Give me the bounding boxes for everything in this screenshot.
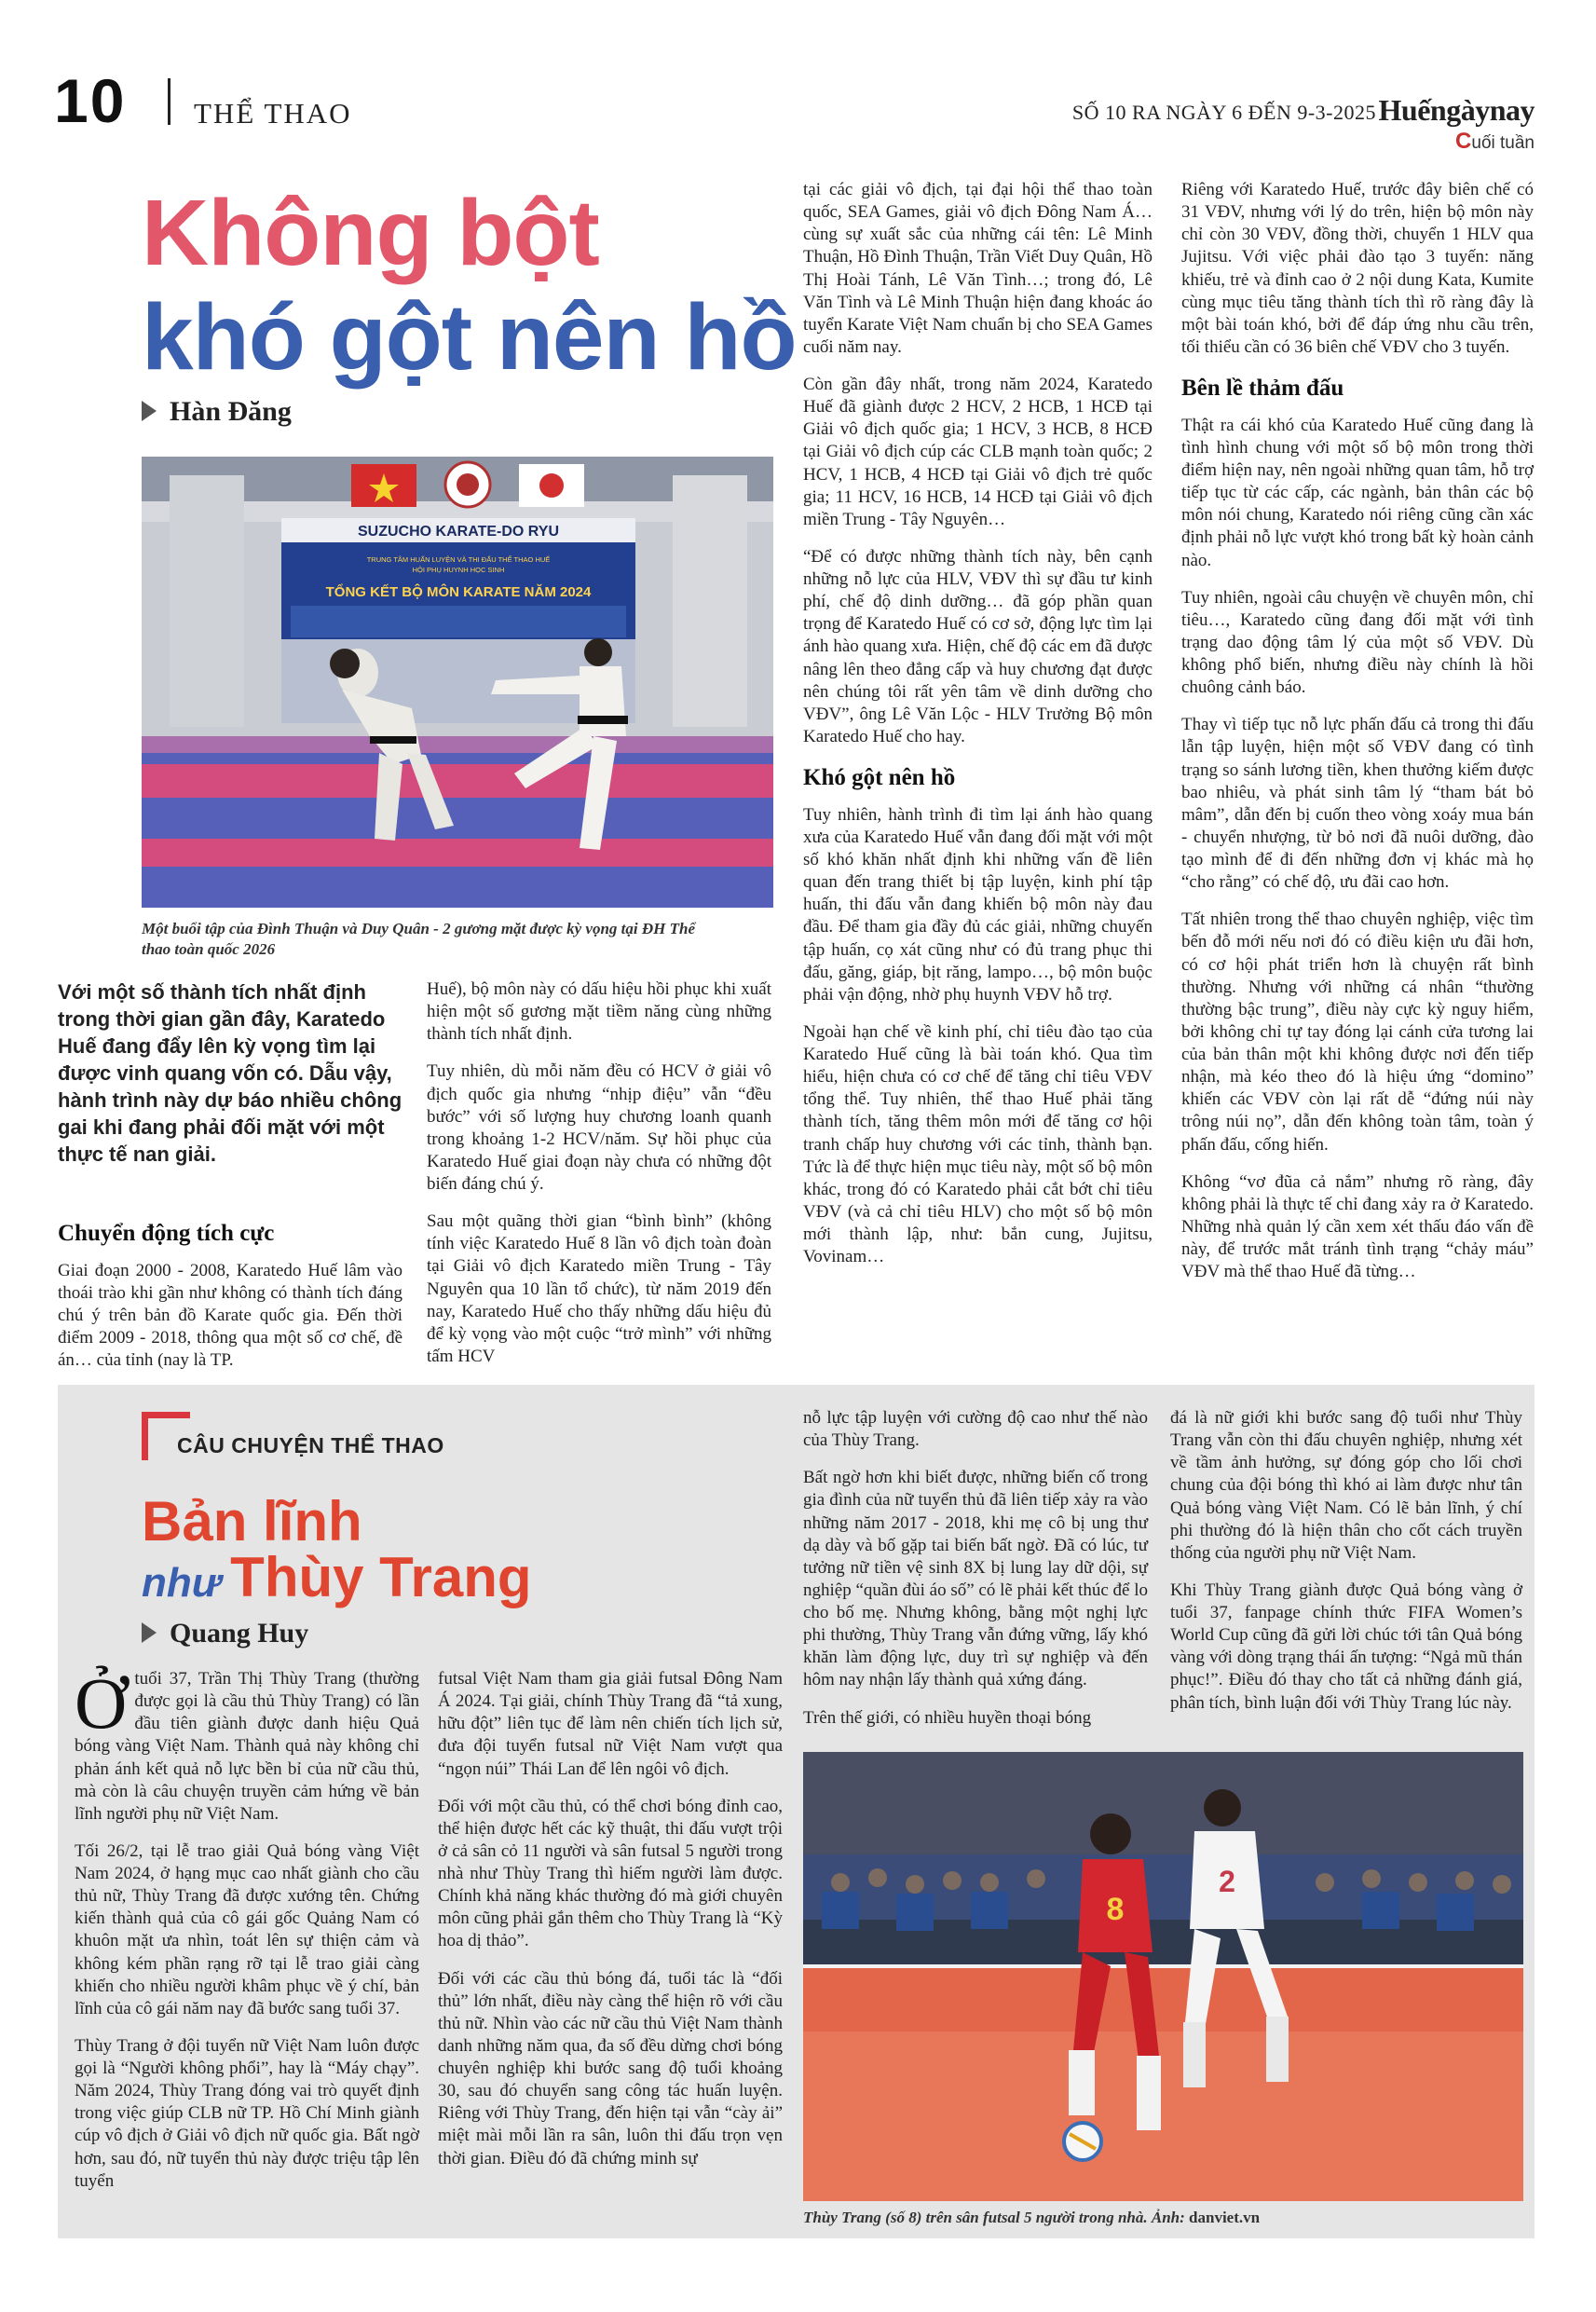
article2-paragraph: nỗ lực tập luyện với cường độ cao như thế nào của Thùy Trang.	[803, 1408, 1148, 1451]
play-triangle-icon	[142, 401, 157, 421]
article2-paragraph: đá là nữ giới khi bước sang độ tuổi như Thùy Trang vẫn còn thi đấu chuyên nghiệp, nhưng xét về tầm ảnh hưởng, sự đóng góp cho lối chơi chung của đội bóng thì khó ai làm được như tân Quả bóng vàng Việt Nam. Có lẽ bản lĩnh, ý chí phi thường đó là hiện thân cho cốt cách truyền thống của người phụ nữ Việt Nam.	[1170, 1408, 1522, 1563]
issue-info: SỐ 10 RA NGÀY 6 ĐẾN 9-3-2025	[1071, 101, 1376, 124]
karate-photo-caption: Một buổi tập của Đình Thuận và Duy Quân - 2 gương mặt được kỳ vọng tại ĐH Thể thao toàn quốc 2026	[142, 920, 696, 959]
article1-col3	[803, 179, 1153, 1283]
article1-title-line1: Không bột	[142, 181, 599, 285]
page-number: 10	[54, 66, 127, 135]
white-jersey-number: 2	[1219, 1865, 1235, 1898]
article2-paragraph: Trên thế giới, có nhiều huyền thoại bóng	[803, 1707, 1092, 1728]
article1-paragraph: Còn gần đây nhất, trong năm 2024, Karatedo Huế đã giành được 2 HCV, 2 HCB, 1 HCĐ tại Giải vô địch quốc gia; 1 HCV, 3 HCB, 8 HCĐ tại Giải vô địch cúp các CLB mạnh toàn quốc; 2 HCV, 1 HCB, 4 HCĐ tại Giải vô địch trẻ quốc gia; 11 HCV, 16 HCB, 14 HCĐ tại Giải vô địch miền Trung - Tây Nguyên…	[803, 375, 1153, 529]
banner-line1: TRUNG TÂM HUẤN LUYỆN VÀ THI ĐẤU THỂ THAO HUẾ	[366, 555, 551, 564]
article2-paragraph: futsal Việt Nam tham gia giải futsal Đông Nam Á 2024. Tại giải, chính Thùy Trang đã “tả xung, hữu đột” liên tục để làm nên chiến tích lịch sử, đưa đội tuyển futsal nữ Việt Nam vượt qua “ngọn núi” Thái Lan để lên ngôi vô địch.	[438, 1669, 783, 1779]
article2-col1	[75, 1662, 419, 2208]
article2-title-line2	[142, 1545, 532, 1609]
brand-sub-initial: C	[1455, 129, 1472, 154]
brand-sub-text: uối tuần	[1471, 133, 1535, 153]
article2-paragraph: Khi Thùy Trang giành được Quả bóng vàng ở tuổi 37, fanpage chính thức FIFA Women’s World Cup cũng đã gửi lời chúc tới tân Quả bóng vàng với dòng trạng thái ấn tượng: “Ngả mũ thán phục!”. Điều đó thay cho tất cả những đánh giá, phân tích, bình luận đối với Thùy Trang lúc này.	[1170, 1580, 1522, 1713]
heading-side: Bên lề thảm đấu	[1181, 376, 1344, 401]
red-jersey-number: 8	[1106, 1892, 1125, 1927]
article2-paragraph-text: tuổi 37, Trần Thị Thùy Trang (thường được gọi là cầu thủ Thùy Trang) có lần đầu tiên giành được danh hiệu Quả bóng vàng Việt Nam. Thành quả này không chỉ phản ánh kết quả nỗ lực bền bỉ của nữ cầu thủ, mà còn là câu chuyện truyền cảm hứng về bản lĩnh người phụ nữ Việt Nam.	[75, 1669, 419, 1824]
article1-paragraph: Huế), bộ môn này có dấu hiệu hồi phục khi xuất hiện một số gương mặt tiềm năng cùng những thành tích nhất định.	[427, 979, 771, 1045]
article1-paragraph: Tuy nhiên, hành trình đi tìm lại ánh hào quang xưa của Karatedo Huế vẫn đang đối mặt với một số khó khăn nhất định khi những vấn đề liên quan đến trang thiết bị tập luyện, kinh phí tập huấn, thi đấu vẫn đang khiến bộ môn này đau đầu. Để tham gia đầy đủ các giải, những chuyến tập huấn, cọ xát cũng như có đủ trang phục thi đấu, găng, giáp, bịt răng, lampo…, bộ môn buộc phải vận động, nhờ phụ huynh VĐV hỗ trợ.	[803, 804, 1153, 1005]
article2-paragraph	[75, 1662, 419, 1826]
article1-author: Hàn Đăng	[170, 396, 292, 427]
heading-positive: Chuyển động tích cực	[58, 1221, 275, 1246]
article2-paragraph: Đối với các cầu thủ bóng đá, tuổi tác là “đối thủ” lớn nhất, điều này càng thể hiện rõ với cầu thủ nữ. Nhìn vào các nữ cầu thủ Việt Nam thành danh những năm qua, đa số đều dừng chơi bóng chuyên nghiệp khi bước sang độ tuổi khoảng 30, sau đó chuyển sang công tác huấn luyện. Riêng với Thùy Trang, đến hiện tại vẫn “cày ải” miệt mài mỗi lần ra sân, luôn thi đấu trọn vẹn thời gian. Điều đó đã chứng minh sự	[438, 1968, 783, 2168]
futsal-photo-caption	[803, 2209, 1523, 2227]
article2-title-line1: Bản lĩnh	[142, 1490, 362, 1553]
article2-paragraph: Tối 26/2, tại lễ trao giải Quả bóng vàng Việt Nam 2024, ở hạng mục cao nhất giành cho cầu thủ nữ, Thùy Trang đã được xướng tên. Chứng kiến thành quả của cô gái gốc Quảng Nam có khuôn mặt ưa nhìn, toát lên sự thiện cảm và không kém phần rạng rỡ tại lễ trao giải càng khiến cho nhiều người khâm phục về ý chí, bản lĩnh của cô gái năm nay đã bước sang tuổi 37.	[75, 1840, 419, 2018]
article2-title-name: Thùy Trang	[230, 1546, 532, 1608]
article1-paragraph: Ngoài hạn chế về kinh phí, chỉ tiêu đào tạo của Karatedo Huế cũng là bài toán khó. Qua tìm hiểu, hiện chưa có cơ chế để tăng chỉ tiêu VĐV tổng thể. Tuy nhiên, thể thao Huế phải tăng thành tích, tăng thêm môn mới để tăng cơ hội tranh chấp huy chương với các tỉnh, thành bạn. Tức là để thực hiện mục tiêu này, một số bộ môn khác, trong đó có Karatedo phải cắt bớt chỉ tiêu VĐV (và cả chỉ tiêu HLV) cho một số bộ môn mới thành lập, như: bắn cung, Jujitsu, Vovinam…	[803, 1021, 1153, 1267]
play-triangle-icon	[142, 1622, 157, 1643]
karate-photo-illustration	[142, 457, 773, 908]
futsal-photo-illustration	[803, 1752, 1523, 2201]
article1-paragraph: Tuy nhiên, ngoài câu chuyện về chuyên môn, chỉ tiêu…, Karatedo cũng đang đối mặt với tình trạng dao động tâm lý của một số VĐV. Dù không phổ biến, nhưng điều này chính là hồi chuông cảnh báo.	[1181, 587, 1534, 698]
article1-col4	[1181, 179, 1534, 1298]
heading-hard: Khó gột nên hồ	[803, 765, 956, 790]
brand-logo: Huếngàynay	[1378, 93, 1535, 127]
karate-photo	[142, 457, 773, 908]
article1-paragraph: Giai đoạn 2000 - 2008, Karatedo Huế lâm vào thoái trào khi gần như không có thành tích đáng chú ý trên bản đồ Karate quốc gia. Đến thời điểm 2009 - 2018, thông qua một số cơ chế, đề án… của tỉnh (nay là TP.	[58, 1260, 402, 1371]
article1-byline	[142, 396, 292, 428]
article2-title-prefix: như	[142, 1560, 222, 1606]
article1-paragraph: Riêng với Karatedo Huế, trước đây biên chế có 31 VĐV, nhưng với lý do trên, hiện bộ môn này chỉ còn 30 VĐV, đồng thời, chuyển 1 HLV qua Jujitsu. Với việc phải đào tạo 3 tuyến: năng khiếu, trẻ và đỉnh cao ở 2 nội dung Kata, Kumite cùng mục tiêu tăng thành tích thì rõ ràng đây là một bài toán khó, bởi để đáp ứng nhu cầu trên, tối thiểu cần có 36 biên chế VĐV cho 3 tuyến.	[1181, 180, 1534, 357]
article1-paragraph: Tất nhiên trong thể thao chuyên nghiệp, việc tìm bến đỗ mới nếu nơi đó có điều kiện ưu đãi hơn, có cơ hội phát triển hơn là chuyện rất bình thường. Nhưng với những cá nhân “thường thường bậc trung”, điều này cực kỳ nguy hiểm, bởi không chỉ tự tay đóng lại cánh cửa tương lai của bản thân một khi không được nơi đến tiếp nhận, mà kéo theo đó là hiệu ứng “domino” khiến các VĐV còn lại rất dễ “đứng núi này trông núi nọ”, dẫn đến không toàn tâm, toàn ý phấn đấu, cống hiến.	[1181, 910, 1534, 1155]
article1-paragraph: Tuy nhiên, dù mỗi năm đều có HCV ở giải vô địch quốc gia nhưng “nhịp điệu” vẫn “đều bước” với số lượng huy chương loanh quanh trong khoảng 1-2 HCV/năm. Sự hồi phục của Karatedo Huế giai đoạn này chưa có những đột biến đáng chú ý.	[427, 1061, 771, 1194]
article1-col2	[427, 978, 771, 1383]
article1-paragraph: “Để có được những thành tích này, bên cạnh những nỗ lực của HLV, VĐV thì sự đầu tư kinh phí, chế độ dinh dưỡng… đã góp phần quan trọng để Karatedo Huế có cơ sở, động lực tìm lại ánh hào quang xưa. Hiện, chế độ các em đã được nâng lên theo đẳng cấp và huy chương đạt được nên chúng tôi rất yên tâm về dinh dưỡng cho VĐV”, ông Lê Văn Lộc - HLV Trưởng Bộ môn Karatedo Huế cho hay.	[803, 546, 1153, 746]
futsal-photo	[803, 1752, 1523, 2201]
brand-subtitle	[1455, 129, 1535, 155]
section-name: THỂ THAO	[194, 97, 352, 130]
article1-lead: Với một số thành tích nhất định trong thời gian gần đây, Karatedo Huế đang đẩy lên kỳ vọng tìm lại được vinh quang vốn có. Dẫu vậy, hành trình này dự báo nhiều chông gai khi đang phải đối mặt với một thực tế nan giải.	[58, 980, 402, 1167]
article2-paragraph: Thùy Trang ở đội tuyển nữ Việt Nam luôn được gọi là “Người không phổi”, hay là “Máy chạy”. Năm 2024, Thùy Trang đóng vai trò quyết định trong việc giúp CLB nữ TP. Hồ Chí Minh giành cúp vô địch ở Giải vô địch nữ quốc gia. Bất ngờ hơn, sau đó, nữ tuyển thủ này được triệu tập lên tuyển	[75, 2035, 419, 2191]
article2-col2	[438, 1668, 783, 2185]
dropcap: Ở	[75, 1662, 128, 1744]
article2-byline	[142, 1618, 308, 1649]
section-tag: CÂU CHUYỆN THỂ THAO	[177, 1433, 444, 1457]
article1-paragraph: Không “vơ đũa cả nắm” nhưng rõ ràng, đây không phải là thực tế chỉ đang xảy ra ở Karatedo. Những nhà quản lý cần xem xét thấu đáo vấn đề này, để trước mắt tránh tình trạng “chảy máu” VĐV mà thể thao Huế đã từng…	[1181, 1171, 1534, 1282]
article2-paragraph: Đối với một cầu thủ, có thể chơi bóng đỉnh cao, thể hiện được hết các kỹ thuật, thi đấu vượt trội ở cả sân cỏ 11 người và sân futsal 5 người trong nhà như Thùy Trang thì hiếm người làm được. Chính khả năng khác thường đó mà giới chuyên môn cũng phải gắn thêm cho Thùy Trang là “Kỳ hoa dị thảo”.	[438, 1796, 783, 1951]
article1-paragraph: Thay vì tiếp tục nỗ lực phấn đấu cả trong thi đấu lẫn tập luyện, hiện một số VĐV đang có tình trạng so sánh lương tiền, khen thưởng kiếm được bao nhiêu, và phát sinh tâm lý “tham bát bỏ mâm”, dẫn đến bị cuốn theo vòng xoáy mua bán - chuyển nhượng, từ bỏ nơi đã nuôi dưỡng, đào tạo mình để đi đến những đơn vị khác mà họ “cho rằng” có chế độ, ưu đãi cao hơn.	[1181, 715, 1534, 893]
article2-author: Quang Huy	[170, 1618, 309, 1648]
header-divider	[168, 78, 171, 125]
photo-source: danviet.vn	[1189, 2209, 1261, 2226]
article1-title-line2: khó gột nên hồ	[142, 285, 797, 390]
banner-brand-text: SUZUCHO KARATE-DO RYU	[358, 524, 559, 540]
futsal-caption-text: Thùy Trang (số 8) trên sân futsal 5 người trong nhà. Ảnh:	[803, 2209, 1190, 2226]
article2-col4	[1170, 1407, 1522, 1730]
banner-title: TỔNG KẾT BỘ MÔN KARATE NĂM 2024	[325, 584, 592, 600]
article1-paragraph: Sau một quãng thời gian “bình bình” (không tính việc Karatedo Huế 8 lần vô địch toàn đoàn tại Giải vô địch Karatedo miền Trung - Tây Nguyên qua 10 lần tổ chức), từ năm 2019 đến nay, Karatedo Huế cho thấy những dấu hiệu đủ để kỳ vọng vào một cuộc “trở mình” với những tấm HCV	[427, 1211, 771, 1366]
article1-paragraph: tại các giải vô địch, tại đại hội thể thao toàn quốc, SEA Games, giải vô địch Đông Nam Á… cùng sự xuất sắc của những cái tên: Lê Minh Thuận, Hồ Đình Thuận, Trần Viết Duy Quân, Hồ Thị Hoài Tánh, Lê Văn Tình…; trong đó, Lê Văn Tình và Lê Minh Thuận hiện đang khoác áo tuyển Karate Việt Nam chuẩn bị cho SEA Games cuối năm nay.	[803, 180, 1153, 357]
banner-line2: HỘI PHỤ HUYNH HỌC SINH	[412, 566, 505, 574]
article1-paragraph: Thật ra cái khó của Karatedo Huế cũng đang là tình hình chung với một số bộ môn trong thời điểm hiện nay, nên ngoài những quan tâm, hỗ trợ tiếp tục từ các cấp, các ngành, bản thân các bộ môn nói chung, Karatedo nói riêng cũng cần xác định phải nỗ lực vượt khó trong bất kỳ hoàn cảnh nào.	[1181, 415, 1534, 570]
article2-paragraph: Bất ngờ hơn khi biết được, những biến cố trong gia đình của nữ tuyển thủ đã liên tiếp xảy ra vào những năm 2017 - 2018, khi mẹ cô bị ung thư dạ dày và bố gặp tai biến bất ngờ. Đã có lúc, tư tưởng nữ tiền vệ sinh 8X bị lung lay dữ dội, sự nghiệp “quần đùi áo số” có lẽ phải kết thúc để lo cho bố mẹ. Nhưng không, bằng một nghị lực phi thường, Thùy Trang vẫn đứng vững, lấy khó khăn làm động lực, duy trì sự nghiệp và đến hôm nay nhận lấy thành quả xứng đáng.	[803, 1468, 1148, 1690]
article1-col1	[58, 1213, 402, 1387]
article2-col3	[803, 1407, 1148, 1744]
page-header	[0, 0, 1596, 154]
